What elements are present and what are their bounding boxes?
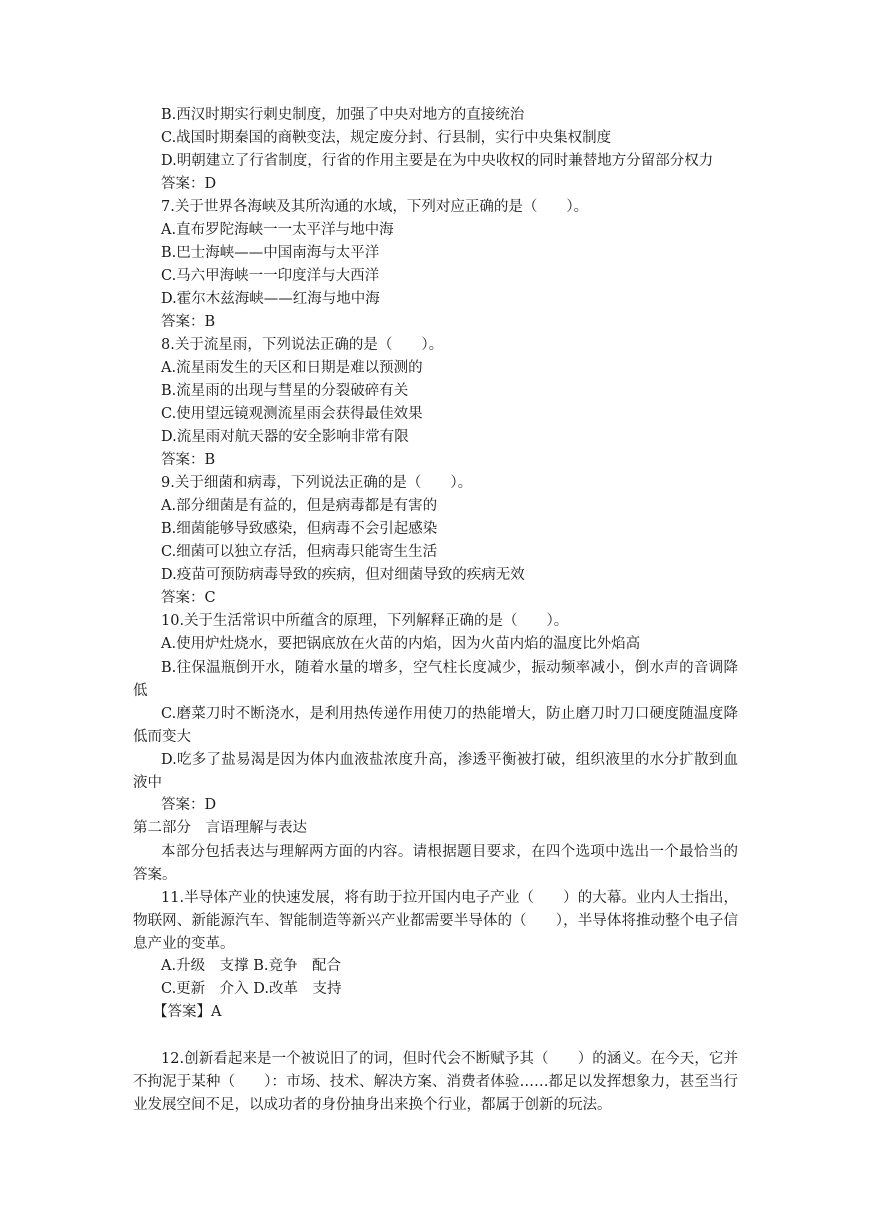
option-line: B.细菌能够导致感染，但病毒不会引起感染 bbox=[161, 521, 438, 537]
section-intro: 本部分包括表达与理解两方面的内容。请根据题目要求，在四个选项中选出一个最恰当的答案。 bbox=[133, 844, 738, 883]
answer-line: 答案：D bbox=[161, 797, 217, 813]
option-paragraph: D.吃多了盐易渴是因为体内血液盐浓度升高，渗透平衡被打破，组织液里的水分扩散到血液中 bbox=[133, 752, 738, 791]
option-line: B.流星雨的出现与彗星的分裂破碎有关 bbox=[161, 383, 409, 399]
option-line: C.使用望远镜观测流星雨会获得最佳效果 bbox=[161, 406, 423, 422]
option-line: A.直布罗陀海峡一一太平洋与地中海 bbox=[161, 222, 394, 238]
option-line: C.马六甲海峡一一印度洋与大西洋 bbox=[161, 268, 380, 284]
option-line: C.细菌可以独立存活，但病毒只能寄生生活 bbox=[161, 544, 438, 560]
option-line: B.西汉时期实行刺史制度，加强了中央对地方的直接统治 bbox=[161, 107, 525, 123]
option-line: A.升级 支撑 B.竞争 配合 bbox=[161, 958, 341, 974]
answer-line: 答案：B bbox=[161, 452, 216, 468]
option-line: C.更新 介入 D.改革 支持 bbox=[161, 981, 342, 997]
answer-line: 答案：B bbox=[161, 314, 216, 330]
answer-line: 答案：C bbox=[161, 590, 216, 606]
question-7: 7.关于世界各海峡及其所沟通的水域，下列对应正确的是（ ）。 bbox=[161, 199, 589, 215]
section-heading: 第二部分 言语理解与表达 bbox=[133, 820, 307, 836]
question-10: 10.关于生活常识中所蕴含的原理，下列解释正确的是（ ）。 bbox=[161, 613, 569, 629]
option-line: D.流星雨对航天器的安全影响非常有限 bbox=[161, 429, 409, 445]
option-line: C.战国时期秦国的商鞅变法，规定废分封、行县制，实行中央集权制度 bbox=[161, 130, 612, 146]
question-8: 8.关于流星雨，下列说法正确的是（ ）。 bbox=[161, 337, 444, 353]
option-paragraph: B.往保温瓶倒开水，随着水量的增多，空气柱长度减少，振动频率减小，倒水声的音调降低 bbox=[133, 660, 738, 699]
option-line: A.流星雨发生的天区和日期是难以预测的 bbox=[161, 360, 423, 376]
question-9: 9.关于细菌和病毒，下列说法正确的是（ ）。 bbox=[161, 475, 473, 491]
option-line: D.明朝建立了行省制度，行省的作用主要是在为中央收权的同时兼替地方分留部分权力 bbox=[161, 153, 714, 169]
answer-line: 【答案】A bbox=[153, 1004, 222, 1020]
option-line: A.部分细菌是有益的，但是病毒都是有害的 bbox=[161, 498, 438, 514]
option-line: B.巴士海峡——中国南海与太平洋 bbox=[161, 245, 380, 261]
option-line: D.霍尔木兹海峡——红海与地中海 bbox=[161, 291, 380, 307]
question-12: 12.创新看起来是一个被说旧了的词，但时代会不断赋予其（ ）的涵义。在今天，它并不拘泥于某种（ ）：市场、技术、解决方案、消费者体验……都足以发挥想象力，甚至当行业发展空间不足，以成功者的身份抽身出来换个行业，都属于创新的玩法。 bbox=[133, 1051, 738, 1113]
option-line: D.疫苗可预防病毒导致的疾病，但对细菌导致的疾病无效 bbox=[161, 567, 525, 583]
question-11: 11.半导体产业的快速发展，将有助于拉开国内电子产业（ ）的大幕。业内人士指出，物联网、新能源汽车、智能制造等新兴产业都需要半导体的（ ），半导体将推动整个电子信息产业的变革。 bbox=[133, 890, 738, 952]
option-line: A.使用炉灶烧水，要把锅底放在火苗的内焰，因为火苗内焰的温度比外焰高 bbox=[161, 636, 641, 652]
option-paragraph: C.磨菜刀时不断浇水，是利用热传递作用使刀的热能增大，防止磨刀时刀口硬度随温度降低而变大 bbox=[133, 706, 738, 745]
answer-line: 答案：D bbox=[161, 176, 217, 192]
